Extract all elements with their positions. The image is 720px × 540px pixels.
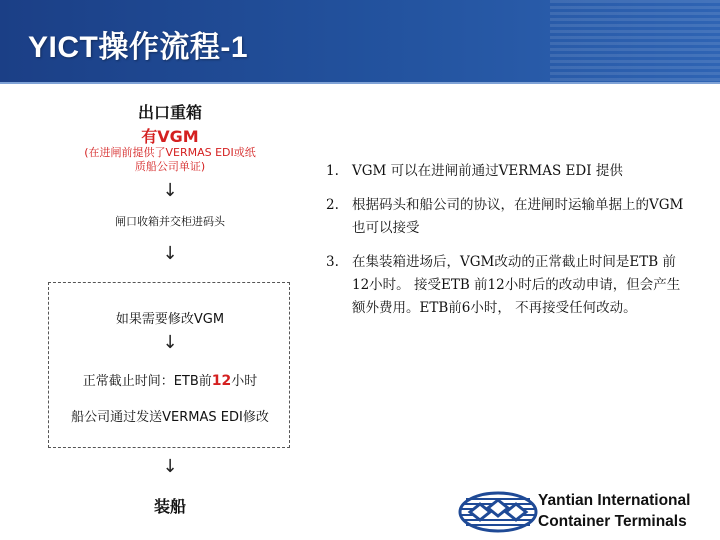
arrow-down-icon: ↓ [162,243,178,264]
list-item [326,194,686,240]
company-name [538,490,690,532]
step-modify-vgm: 如果需要修改VGM [115,312,225,327]
slide-title: YICT操作流程-1 [28,31,249,64]
list-number: 2. [326,197,339,213]
step-has-vgm: 有VGM [141,127,199,146]
header-bar [0,0,720,82]
list-text: 在集装箱进场后，VGM改动的正常截止时间是ETB 前12小时。 接受ETB 前12小时后的改动申请，但会产生额外费用。ETB前6小时， 不再接受任何改动。 [352,254,681,316]
vgm-note: (在进闸前提供了VERMAS EDI或纸质船公司单证) [84,146,256,173]
list-text: VGM 可以在进闸前通过VERMAS EDI 提供 [352,163,623,179]
arrow-down-icon: ↓ [162,332,178,353]
step-cutoff-time [40,370,300,389]
company-logo-icon [458,490,538,534]
header-divider [0,82,720,84]
list-text: 根据码头和船公司的协议，在进闸时运输单据上的VGM也可以接受 [352,197,684,236]
arrow-down-icon: ↓ [162,456,178,477]
step-export-heavy: 出口重箱 [137,103,202,122]
company-name-line1: Yantian International [538,492,691,509]
step-carrier-modify: 船公司通过发送VERMAS EDI修改 [71,410,269,425]
notes-list [326,160,686,331]
list-number: 3. [326,254,339,270]
list-item [326,251,686,320]
cutoff-prefix: 正常截止时间：ETB前 [82,374,212,389]
step-loading: 装船 [153,497,186,516]
company-name-line2: Container Terminals [538,513,687,530]
cutoff-hours: 12 [211,373,232,389]
cutoff-suffix: 小时 [231,374,258,389]
header-decoration [550,0,720,82]
list-item [326,160,686,183]
arrow-down-icon: ↓ [162,180,178,201]
step-gate-receive: 闸口收箱并交柜进码头 [115,215,225,228]
list-number: 1. [326,163,339,179]
